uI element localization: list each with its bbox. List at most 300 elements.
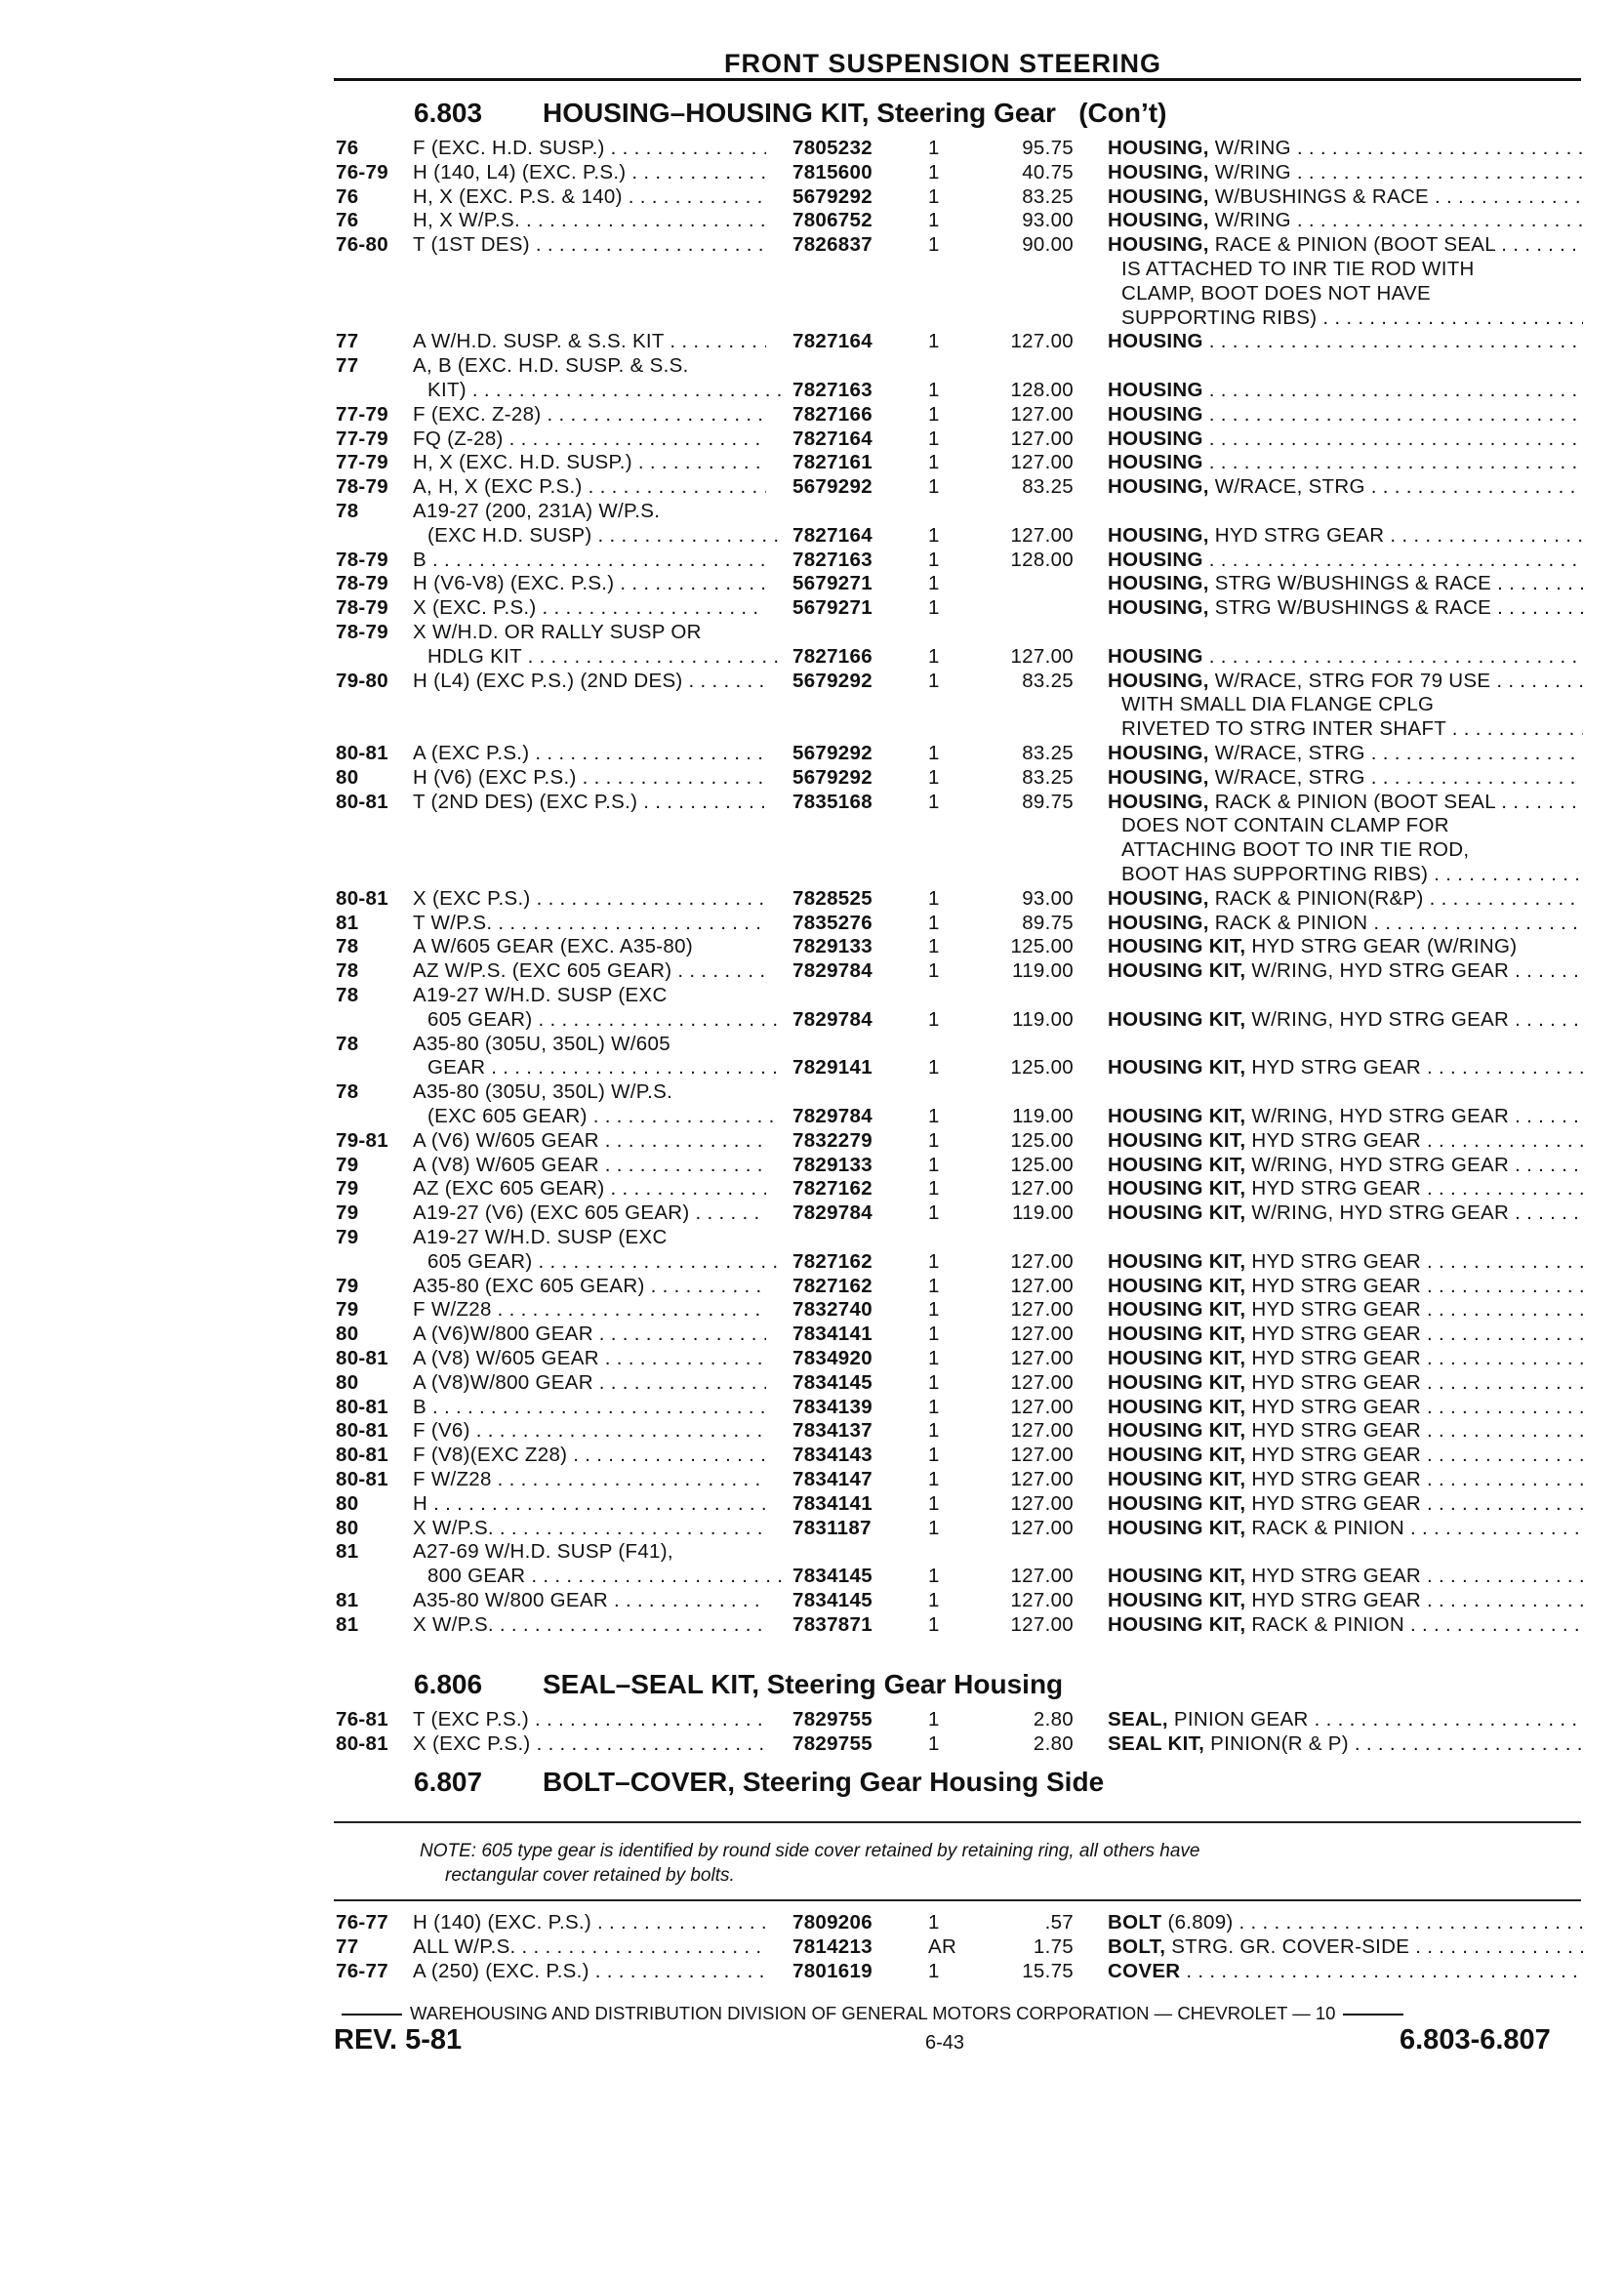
table-row xyxy=(0,379,1624,402)
model-year: 80-81 xyxy=(336,742,388,764)
price: 83.25 xyxy=(1022,184,1074,208)
part-number: 7829784 xyxy=(792,1201,873,1225)
model-year: 81 xyxy=(336,1612,359,1636)
application: H (140, L4) (EXC. P.S.) . . . xyxy=(413,161,766,184)
price: 93.00 xyxy=(1022,886,1074,910)
description xyxy=(1108,596,1583,620)
model-year: 80-81 xyxy=(336,886,388,910)
quantity: 1 xyxy=(928,1153,940,1176)
price: 2.80 xyxy=(1033,1708,1074,1730)
price: 127.00 xyxy=(1010,1491,1074,1515)
description xyxy=(1108,1492,1583,1516)
part-number: 7827164 xyxy=(792,427,873,450)
model-year: 76 xyxy=(336,184,359,208)
description-detail: W/RACE, STRG xyxy=(1208,765,1365,789)
description xyxy=(1108,1154,1583,1177)
description-detail: HYD STRG GEAR xyxy=(1245,1468,1422,1490)
price: 127.00 xyxy=(1010,1419,1074,1443)
price: 40.75 xyxy=(1022,160,1074,183)
description xyxy=(1108,766,1583,790)
quantity: 1 xyxy=(928,1347,940,1369)
part-number: 5679271 xyxy=(792,596,873,620)
model-year: 78-79 xyxy=(336,572,388,595)
quantity: 1 xyxy=(928,330,940,353)
page-header-title: FRONT SUSPENSION STEERING xyxy=(724,49,1162,78)
application: B . . . xyxy=(413,1396,766,1419)
part-number: 7834147 xyxy=(792,1468,873,1490)
application: ALL W/P.S. . . . xyxy=(413,1935,766,1959)
part-number: 7805232 xyxy=(792,137,873,159)
price: 127.00 xyxy=(1010,1444,1074,1467)
price: 127.00 xyxy=(1010,402,1074,426)
part-number: 7834139 xyxy=(792,1395,873,1418)
price: 128.00 xyxy=(1010,548,1074,571)
part-number: 7829141 xyxy=(792,1056,873,1079)
part-number: 7829784 xyxy=(792,1105,873,1127)
description-detail: HYD STRG GEAR xyxy=(1245,1298,1422,1322)
quantity: 1 xyxy=(928,959,940,983)
application: HDLG KIT . . . xyxy=(427,645,781,669)
model-year: 77-79 xyxy=(336,427,388,450)
application: 800 GEAR . . . xyxy=(427,1565,781,1588)
description-noun: HOUSING, xyxy=(1108,233,1209,257)
application: A, H, X (EXC P.S.) . . . xyxy=(413,475,766,499)
table-row xyxy=(0,887,1624,911)
description-noun: BOLT, xyxy=(1108,1934,1166,1958)
description xyxy=(1108,403,1583,427)
model-year: 78-79 xyxy=(336,621,388,643)
description-noun: HOUSING KIT, xyxy=(1108,1347,1246,1369)
table-row xyxy=(0,670,1624,693)
quantity: 1 xyxy=(928,1589,940,1611)
description-noun: COVER xyxy=(1108,1959,1181,1982)
description-detail: HYD STRG GEAR xyxy=(1245,1056,1422,1079)
description xyxy=(1108,1008,1583,1032)
price: 127.00 xyxy=(1010,1370,1074,1394)
application: H (140) (EXC. P.S.) . . . xyxy=(413,1911,766,1934)
description-detail: (6.809) xyxy=(1161,1911,1234,1934)
table-row xyxy=(0,1347,1624,1370)
price: 128.00 xyxy=(1010,379,1074,401)
part-number: 7827162 xyxy=(792,1274,873,1297)
model-year: 80 xyxy=(336,1516,359,1539)
description xyxy=(1108,670,1583,693)
table-row xyxy=(0,1298,1624,1322)
description xyxy=(1108,137,1583,160)
table-row xyxy=(0,1033,1624,1056)
description-noun: HOUSING, xyxy=(1108,911,1209,934)
description xyxy=(1108,1275,1583,1298)
model-year: 78 xyxy=(336,959,359,983)
description-noun: HOUSING xyxy=(1108,330,1203,353)
description xyxy=(1108,1371,1583,1395)
description xyxy=(1108,887,1583,911)
model-year: 78 xyxy=(336,935,359,958)
description-noun: HOUSING, xyxy=(1108,572,1209,595)
quantity: 1 xyxy=(928,935,940,958)
part-number: 7809206 xyxy=(792,1911,873,1934)
application: B . . . xyxy=(413,549,766,572)
description xyxy=(1108,524,1583,548)
description-detail: HYD STRG GEAR (W/RING) xyxy=(1245,935,1518,958)
description xyxy=(1108,1347,1583,1370)
description-noun: HOUSING KIT, xyxy=(1108,1128,1246,1152)
price: 127.00 xyxy=(1010,1516,1074,1539)
part-number: 7829755 xyxy=(792,1731,873,1755)
model-year: 78-79 xyxy=(336,475,388,499)
description-noun: HOUSING, xyxy=(1108,886,1209,910)
quantity: 1 xyxy=(928,1128,940,1152)
description xyxy=(1108,185,1583,209)
description xyxy=(1108,1911,1583,1934)
section-number: 6.807 xyxy=(414,1767,483,1797)
quantity: 1 xyxy=(928,742,940,764)
table-row xyxy=(0,1154,1624,1177)
description-detail: W/RING, HYD STRG GEAR xyxy=(1245,1105,1510,1127)
part-number: 7826837 xyxy=(792,233,873,257)
table-row xyxy=(0,1732,1624,1756)
part-number: 7827164 xyxy=(792,330,873,353)
quantity: 1 xyxy=(928,451,940,474)
description xyxy=(1108,1565,1583,1588)
table-row xyxy=(0,814,1624,837)
quantity: 1 xyxy=(928,1491,940,1515)
model-year: 78 xyxy=(336,1032,359,1055)
section-heading-6803 xyxy=(414,98,1166,129)
application: (EXC 605 GEAR) . . . xyxy=(427,1105,781,1128)
application: A (V8) W/605 GEAR . . . xyxy=(413,1154,766,1177)
table-row xyxy=(0,524,1624,548)
part-number: 7834141 xyxy=(792,1323,873,1346)
description-noun: HOUSING KIT, xyxy=(1108,1153,1246,1176)
quantity: AR xyxy=(928,1934,957,1958)
description-noun: HOUSING, xyxy=(1108,596,1209,620)
page-number: 6-43 xyxy=(925,2032,965,2054)
model-year: 81 xyxy=(336,911,359,934)
table-row xyxy=(0,959,1624,983)
table-row xyxy=(0,354,1624,378)
table-row xyxy=(0,1565,1624,1588)
model-year: 79 xyxy=(336,1226,359,1248)
description-detail: W/RACE, STRG xyxy=(1208,742,1365,764)
footer-division xyxy=(334,2003,1581,2024)
description-noun: HOUSING KIT, xyxy=(1108,1516,1246,1539)
description-detail: RACK & PINION xyxy=(1245,1516,1404,1539)
application: FQ (Z-28) . . . xyxy=(413,428,766,451)
table-row xyxy=(0,1201,1624,1225)
description-detail: HYD STRG GEAR xyxy=(1245,1444,1422,1467)
description xyxy=(1108,1396,1583,1419)
price: 119.00 xyxy=(1012,959,1074,983)
part-number: 7827164 xyxy=(792,523,873,547)
application: A19-27 W/H.D. SUSP (EXC xyxy=(413,984,668,1006)
table-row xyxy=(0,838,1624,862)
description-detail: W/BUSHINGS & RACE xyxy=(1208,184,1430,208)
table-row xyxy=(0,645,1624,669)
table-row xyxy=(0,766,1624,790)
application: A (250) (EXC. P.S.) . . . xyxy=(413,1960,766,1983)
quantity: 1 xyxy=(928,1911,940,1934)
description xyxy=(1108,161,1583,184)
description-noun: HOUSING KIT, xyxy=(1108,1395,1246,1418)
description-detail: HYD STRG GEAR xyxy=(1245,1323,1422,1346)
part-number: 7831187 xyxy=(792,1516,872,1539)
description-noun: HOUSING xyxy=(1108,451,1203,474)
section-continued: (Con’t) xyxy=(1078,98,1167,128)
table-row xyxy=(0,1468,1624,1491)
price: 90.00 xyxy=(1022,233,1074,257)
model-year: 80 xyxy=(336,1370,359,1394)
model-year: 80-81 xyxy=(336,1395,388,1418)
table-row xyxy=(0,912,1624,935)
part-number: 7837871 xyxy=(792,1612,873,1636)
table-row xyxy=(0,1492,1624,1516)
description xyxy=(1108,1129,1583,1153)
price: 127.00 xyxy=(1010,1347,1074,1369)
application: H . . . xyxy=(413,1492,766,1516)
description-detail: HYD STRG GEAR xyxy=(1245,1177,1422,1201)
section-heading-6807 xyxy=(414,1767,1104,1798)
application: F (V6) . . . xyxy=(413,1419,766,1443)
model-year: 80 xyxy=(336,1491,359,1515)
description-noun: HOUSING KIT, xyxy=(1108,1177,1246,1201)
description xyxy=(1108,209,1583,232)
section-number: 6.806 xyxy=(414,1669,483,1699)
application: A (V6)W/800 GEAR . . . xyxy=(413,1323,766,1346)
model-year: 76 xyxy=(336,209,359,232)
description-noun: HOUSING KIT, xyxy=(1108,1419,1246,1443)
model-year: 77 xyxy=(336,330,359,353)
part-number: 5679271 xyxy=(792,572,873,595)
quantity: 1 xyxy=(928,209,940,232)
application: T (EXC P.S.) . . . xyxy=(413,1708,766,1731)
description-continued: ATTACHING BOOT TO INR TIE ROD, xyxy=(1121,838,1470,862)
description-noun: HOUSING, xyxy=(1108,765,1209,789)
quantity: 1 xyxy=(928,911,940,934)
description-continued: CLAMP, BOOT DOES NOT HAVE xyxy=(1121,281,1431,305)
quantity: 1 xyxy=(928,137,940,159)
table-row xyxy=(0,233,1624,257)
description-detail: HYD STRG GEAR xyxy=(1245,1395,1422,1418)
description-noun: HOUSING KIT, xyxy=(1108,935,1246,958)
table-row xyxy=(0,1275,1624,1298)
description xyxy=(1108,1298,1583,1322)
quantity: 1 xyxy=(928,1249,940,1273)
application: H (V6) (EXC P.S.) . . . xyxy=(413,766,766,790)
quantity: 1 xyxy=(928,1201,940,1225)
note-text xyxy=(420,1839,1513,1888)
part-number: 7832740 xyxy=(792,1298,873,1322)
footer-rule-left xyxy=(342,2014,402,2015)
quantity: 1 xyxy=(928,402,940,426)
model-year: 79-81 xyxy=(336,1128,388,1152)
part-number: 7806752 xyxy=(792,209,873,232)
part-number: 7827163 xyxy=(792,379,873,401)
description-noun: HOUSING, xyxy=(1108,669,1209,692)
part-number: 7834143 xyxy=(792,1444,873,1467)
model-year: 78-79 xyxy=(336,548,388,571)
part-number: 5679292 xyxy=(792,475,873,499)
description-noun: HOUSING KIT, xyxy=(1108,1444,1246,1467)
model-year: 77 xyxy=(336,354,359,378)
application: X W/P.S. . . . xyxy=(413,1613,766,1637)
quantity: 1 xyxy=(928,1708,940,1730)
application: A (V6) W/605 GEAR . . . xyxy=(413,1129,766,1153)
model-year: 80-81 xyxy=(336,1731,388,1755)
description-noun: HOUSING KIT, xyxy=(1108,1056,1246,1079)
table-row xyxy=(0,1105,1624,1128)
description-detail: RACK & PINION xyxy=(1245,1612,1404,1636)
quantity: 1 xyxy=(928,572,940,595)
note-top-rule xyxy=(334,1821,1581,1823)
model-year: 78 xyxy=(336,1080,359,1104)
description-noun: HOUSING KIT, xyxy=(1108,1491,1246,1515)
price: 119.00 xyxy=(1012,1007,1074,1031)
quantity: 1 xyxy=(928,1298,940,1322)
application: F (EXC. Z-28) . . . xyxy=(413,403,766,427)
part-number: 7829784 xyxy=(792,959,873,983)
application: 605 GEAR) . . . xyxy=(427,1008,781,1032)
description-noun: HOUSING, xyxy=(1108,742,1209,764)
price: 127.00 xyxy=(1010,1468,1074,1490)
application: A W/605 GEAR (EXC. A35-80) xyxy=(413,935,693,958)
description xyxy=(1108,1201,1583,1225)
description xyxy=(1108,379,1583,402)
price: 83.25 xyxy=(1022,742,1074,764)
description-noun: SEAL KIT, xyxy=(1108,1731,1205,1755)
application: X (EXC P.S.) . . . xyxy=(413,1732,766,1756)
table-row xyxy=(0,1444,1624,1467)
model-year: 76-79 xyxy=(336,160,388,183)
table-row xyxy=(0,137,1624,160)
description xyxy=(1108,1444,1583,1467)
description-detail: HYD STRG GEAR xyxy=(1245,1419,1422,1443)
description xyxy=(1108,1468,1583,1491)
table-row xyxy=(0,791,1624,814)
description-detail: RACK & PINION (BOOT SEAL xyxy=(1208,790,1496,813)
description-noun: HOUSING KIT, xyxy=(1108,1274,1246,1297)
model-year: 77-79 xyxy=(336,402,388,426)
description-noun: HOUSING xyxy=(1108,548,1203,571)
table-row xyxy=(0,717,1624,741)
application: F W/Z28 . . . xyxy=(413,1298,766,1322)
description-noun: HOUSING KIT, xyxy=(1108,1007,1246,1031)
table-row xyxy=(0,475,1624,499)
description-detail: W/RING xyxy=(1208,209,1291,232)
price: 89.75 xyxy=(1022,911,1074,934)
table-row xyxy=(0,1323,1624,1346)
application: A19-27 (V6) (EXC 605 GEAR) . . . xyxy=(413,1201,766,1225)
price: 93.00 xyxy=(1022,209,1074,232)
quantity: 1 xyxy=(928,1444,940,1467)
application: X (EXC P.S.) . . . xyxy=(413,887,766,911)
table-row xyxy=(0,693,1624,716)
part-number: 7827163 xyxy=(792,548,873,571)
description xyxy=(1108,1589,1583,1612)
table-row xyxy=(0,330,1624,353)
price: 2.80 xyxy=(1033,1731,1074,1755)
application: KIT) . . . xyxy=(427,379,781,402)
section-title: HOUSING–HOUSING KIT, Steering Gear xyxy=(543,98,1056,128)
description-continued: SUPPORTING RIBS) . . . xyxy=(1121,306,1583,330)
description-continued: IS ATTACHED TO INR TIE ROD WITH xyxy=(1121,258,1475,280)
description-continued: DOES NOT CONTAIN CLAMP FOR xyxy=(1121,814,1449,837)
price: 127.00 xyxy=(1010,1249,1074,1273)
application: A35-80 (305U, 350L) W/605 xyxy=(413,1032,670,1055)
part-number: 7827162 xyxy=(792,1249,873,1273)
application: H, X (EXC. P.S. & 140) . . . xyxy=(413,185,766,209)
application: (EXC H.D. SUSP) . . . xyxy=(427,524,781,548)
description-detail: HYD STRG GEAR xyxy=(1245,1589,1422,1611)
price: 127.00 xyxy=(1010,1323,1074,1346)
description-detail: STRG W/BUSHINGS & RACE xyxy=(1208,572,1492,595)
table-row xyxy=(0,1396,1624,1419)
model-year: 81 xyxy=(336,1589,359,1611)
description xyxy=(1108,1517,1583,1540)
part-number: 7827162 xyxy=(792,1177,873,1201)
description xyxy=(1108,1056,1583,1079)
description-detail: W/RING xyxy=(1208,137,1291,159)
description-detail: W/RING, HYD STRG GEAR xyxy=(1245,959,1510,983)
description-detail: HYD STRG GEAR xyxy=(1245,1347,1422,1369)
description-detail: RACK & PINION xyxy=(1208,911,1368,934)
description-noun: HOUSING xyxy=(1108,644,1203,668)
section-title: SEAL–SEAL KIT, Steering Gear Housing xyxy=(543,1669,1064,1699)
model-year: 80 xyxy=(336,1323,359,1346)
table-row xyxy=(0,1177,1624,1201)
model-year: 79 xyxy=(336,1298,359,1322)
section-heading-6806 xyxy=(414,1669,1063,1700)
application: X W/H.D. OR RALLY SUSP OR xyxy=(413,621,702,643)
description xyxy=(1108,572,1583,595)
table-row xyxy=(0,1589,1624,1612)
description xyxy=(1108,1960,1583,1983)
description-detail: W/RING xyxy=(1208,160,1291,183)
model-year: 76-80 xyxy=(336,233,388,257)
part-number: 7834141 xyxy=(792,1491,873,1515)
quantity: 1 xyxy=(928,596,940,620)
price: 127.00 xyxy=(1010,1274,1074,1297)
description-detail: W/RING, HYD STRG GEAR xyxy=(1245,1153,1510,1176)
part-number: 7815600 xyxy=(792,160,873,183)
table-row xyxy=(0,1613,1624,1637)
description-noun: HOUSING, xyxy=(1108,160,1209,183)
description-noun: HOUSING xyxy=(1108,379,1203,401)
price: 127.00 xyxy=(1010,1395,1074,1418)
model-year: 81 xyxy=(336,1540,359,1564)
model-year: 80-81 xyxy=(336,1347,388,1369)
model-year: 78 xyxy=(336,500,359,522)
quantity: 1 xyxy=(928,790,940,813)
description xyxy=(1108,475,1583,499)
application: A27-69 W/H.D. SUSP (F41), xyxy=(413,1540,673,1564)
application: A19-27 W/H.D. SUSP (EXC xyxy=(413,1226,668,1248)
description-detail: W/RACE, STRG FOR 79 USE xyxy=(1208,669,1491,692)
price: 83.25 xyxy=(1022,669,1074,692)
description xyxy=(1108,1732,1583,1756)
description xyxy=(1108,451,1583,474)
application: H, X W/P.S. . . . xyxy=(413,209,766,232)
description-detail: HYD STRG GEAR xyxy=(1245,1491,1422,1515)
quantity: 1 xyxy=(928,1007,940,1031)
table-row xyxy=(0,403,1624,427)
revision-label: REV. 5-81 xyxy=(334,2024,463,2056)
application: H (L4) (EXC P.S.) (2ND DES) . . . xyxy=(413,670,766,693)
part-number: 5679292 xyxy=(792,765,873,789)
description xyxy=(1108,791,1583,814)
quantity: 1 xyxy=(928,184,940,208)
application: T (1ST DES) . . . xyxy=(413,233,766,257)
